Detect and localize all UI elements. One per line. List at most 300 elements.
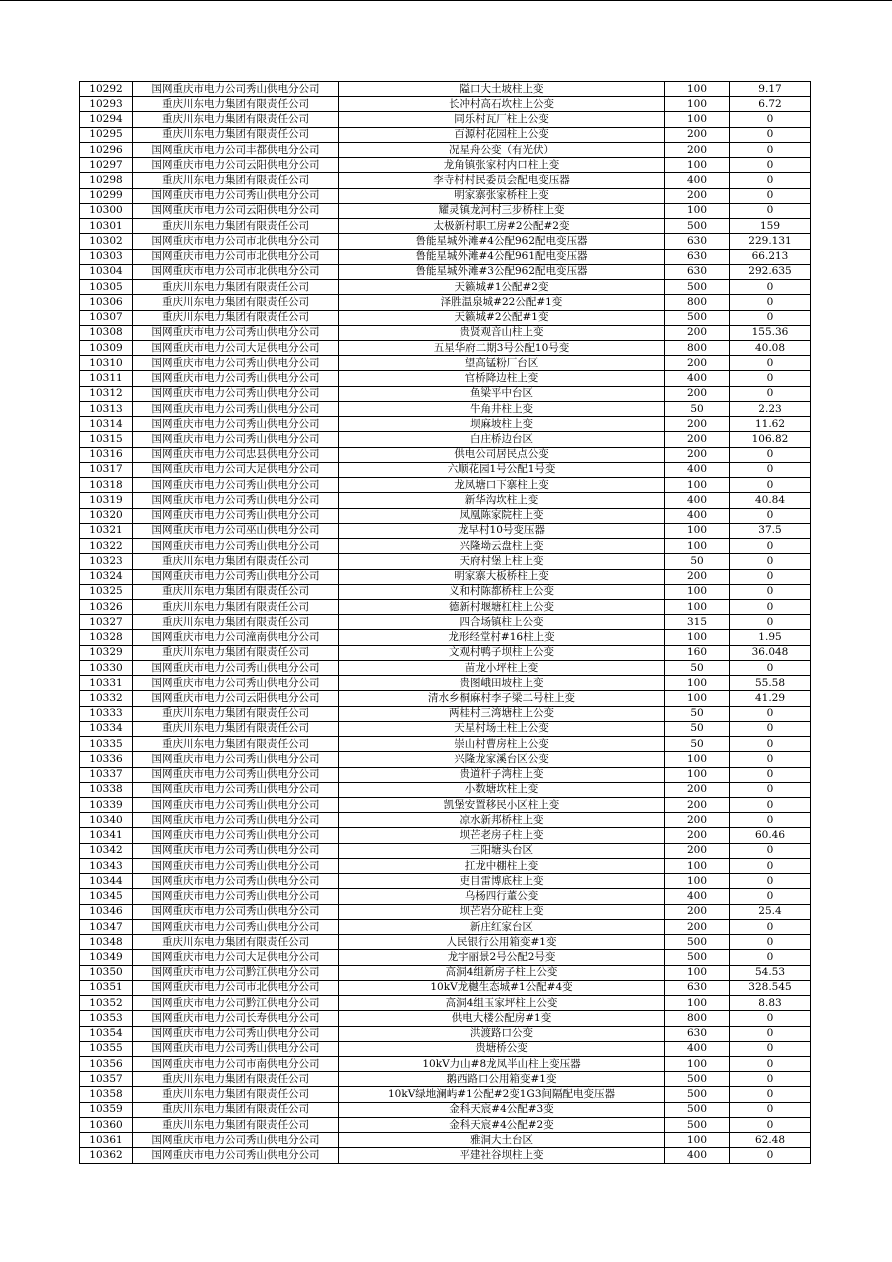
company-cell: 国网重庆市电力公司云阳供电分公司 — [133, 158, 339, 173]
value-cell: 25.4 — [730, 904, 811, 919]
row-id-cell: 10316 — [80, 447, 133, 462]
capacity-cell: 200 — [665, 325, 730, 340]
transformer-name-cell: 贵图峨田坡柱上变 — [339, 676, 665, 691]
table-row — [80, 249, 811, 264]
row-id-cell: 10300 — [80, 203, 133, 218]
value-cell: 0 — [730, 554, 811, 569]
table-row — [80, 417, 811, 432]
value-cell: 0 — [730, 569, 811, 584]
row-id-cell: 10332 — [80, 691, 133, 706]
company-cell: 重庆川东电力集团有限责任公司 — [133, 645, 339, 660]
row-id-cell: 10358 — [80, 1087, 133, 1102]
transformer-name-cell: 10kV龙樾生态城#1公配#4变 — [339, 980, 665, 995]
value-cell: 8.83 — [730, 996, 811, 1011]
capacity-cell: 630 — [665, 234, 730, 249]
table-row — [80, 280, 811, 295]
row-id-cell: 10336 — [80, 752, 133, 767]
value-cell: 0 — [730, 1026, 811, 1041]
row-id-cell: 10355 — [80, 1041, 133, 1056]
value-cell: 328.545 — [730, 980, 811, 995]
transformer-name-cell: 吏目雷博底柱上变 — [339, 874, 665, 889]
table-row — [80, 142, 811, 157]
row-id-cell: 10321 — [80, 523, 133, 538]
company-cell: 国网重庆市电力公司秀山供电分公司 — [133, 767, 339, 782]
company-cell: 国网重庆市电力公司市北供电分公司 — [133, 980, 339, 995]
value-cell: 0 — [730, 295, 811, 310]
transformer-name-cell: 泽胜温泉城#22公配#1变 — [339, 295, 665, 310]
capacity-cell: 100 — [665, 82, 730, 97]
company-cell: 国网重庆市电力公司大足供电分公司 — [133, 950, 339, 965]
row-id-cell: 10325 — [80, 584, 133, 599]
transformer-name-cell: 凯堡安置移民小区柱上变 — [339, 798, 665, 813]
company-cell: 国网重庆市电力公司秀山供电分公司 — [133, 676, 339, 691]
capacity-cell: 400 — [665, 1041, 730, 1056]
company-cell: 国网重庆市电力公司秀山供电分公司 — [133, 539, 339, 554]
transformer-name-cell: 两桂村三湾塘柱上公变 — [339, 706, 665, 721]
transformer-name-cell: 凉水新邦桥柱上变 — [339, 813, 665, 828]
row-id-cell: 10322 — [80, 539, 133, 554]
company-cell: 国网重庆市电力公司秀山供电分公司 — [133, 508, 339, 523]
company-cell: 国网重庆市电力公司秀山供电分公司 — [133, 478, 339, 493]
capacity-cell: 630 — [665, 1026, 730, 1041]
row-id-cell: 10354 — [80, 1026, 133, 1041]
company-cell: 国网重庆市电力公司秀山供电分公司 — [133, 874, 339, 889]
row-id-cell: 10362 — [80, 1148, 133, 1163]
table-row — [80, 371, 811, 386]
row-id-cell: 10292 — [80, 82, 133, 97]
table-body — [80, 82, 811, 1164]
table-row — [80, 188, 811, 203]
transformer-name-cell: 鲁能星城外滩#4公配962配电变压器 — [339, 234, 665, 249]
row-id-cell: 10346 — [80, 904, 133, 919]
table-row — [80, 599, 811, 614]
transformer-name-cell: 六顺花园1号公配1号变 — [339, 462, 665, 477]
transformer-name-cell: 平建社谷坝柱上变 — [339, 1148, 665, 1163]
transformer-name-cell: 况星舟公变（有光伏） — [339, 142, 665, 157]
value-cell: 0 — [730, 889, 811, 904]
company-cell: 重庆川东电力集团有限责任公司 — [133, 935, 339, 950]
value-cell: 55.58 — [730, 676, 811, 691]
row-id-cell: 10359 — [80, 1102, 133, 1117]
value-cell: 0 — [730, 508, 811, 523]
capacity-cell: 100 — [665, 630, 730, 645]
capacity-cell: 100 — [665, 158, 730, 173]
transformer-name-cell: 雅洞大土台区 — [339, 1133, 665, 1148]
table-row — [80, 264, 811, 279]
value-cell: 0 — [730, 706, 811, 721]
company-cell: 重庆川东电力集团有限责任公司 — [133, 737, 339, 752]
row-id-cell: 10331 — [80, 676, 133, 691]
company-cell: 重庆川东电力集团有限责任公司 — [133, 706, 339, 721]
row-id-cell: 10361 — [80, 1133, 133, 1148]
company-cell: 重庆川东电力集团有限责任公司 — [133, 615, 339, 630]
company-cell: 重庆川东电力集团有限责任公司 — [133, 127, 339, 142]
transformer-name-cell: 兴隆坳云盘柱上变 — [339, 539, 665, 554]
value-cell: 0 — [730, 782, 811, 797]
company-cell: 国网重庆市电力公司秀山供电分公司 — [133, 889, 339, 904]
company-cell: 重庆川东电力集团有限责任公司 — [133, 599, 339, 614]
table-row — [80, 219, 811, 234]
value-cell: 0 — [730, 478, 811, 493]
company-cell: 国网重庆市电力公司秀山供电分公司 — [133, 858, 339, 873]
table-row — [80, 569, 811, 584]
value-cell: 40.84 — [730, 493, 811, 508]
transformer-name-cell: 白庄桥边台区 — [339, 432, 665, 447]
transformer-name-cell: 五星华府二期3号公配10号变 — [339, 340, 665, 355]
row-id-cell: 10297 — [80, 158, 133, 173]
transformer-name-cell: 太极新村职工房#2公配#2变 — [339, 219, 665, 234]
transformer-name-cell: 天籁城#2公配#1变 — [339, 310, 665, 325]
table-row — [80, 554, 811, 569]
value-cell: 0 — [730, 584, 811, 599]
transformer-name-cell: 德新村堰塘杠柱上公变 — [339, 599, 665, 614]
table-row — [80, 508, 811, 523]
capacity-cell: 100 — [665, 767, 730, 782]
transformer-name-cell: 供电大楼公配房#1变 — [339, 1011, 665, 1026]
transformer-name-cell: 龙宇丽景2号公配2号变 — [339, 950, 665, 965]
transformer-name-cell: 文观村鸭子坝柱上公变 — [339, 645, 665, 660]
company-cell: 国网重庆市电力公司秀山供电分公司 — [133, 371, 339, 386]
table-row — [80, 691, 811, 706]
value-cell: 0 — [730, 615, 811, 630]
capacity-cell: 100 — [665, 874, 730, 889]
table-row — [80, 432, 811, 447]
capacity-cell: 200 — [665, 142, 730, 157]
row-id-cell: 10352 — [80, 996, 133, 1011]
page-top-rule — [0, 0, 892, 1]
transformer-name-cell: 鹅西路口公用箱变#1变 — [339, 1072, 665, 1087]
table-row — [80, 919, 811, 934]
transformer-name-cell: 百源村花园柱上公变 — [339, 127, 665, 142]
value-cell: 0 — [730, 158, 811, 173]
capacity-cell: 100 — [665, 97, 730, 112]
value-cell: 37.5 — [730, 523, 811, 538]
capacity-cell: 100 — [665, 599, 730, 614]
company-cell: 国网重庆市电力公司秀山供电分公司 — [133, 493, 339, 508]
capacity-cell: 50 — [665, 401, 730, 416]
table-row — [80, 127, 811, 142]
table-row — [80, 112, 811, 127]
table-row — [80, 752, 811, 767]
row-id-cell: 10306 — [80, 295, 133, 310]
row-id-cell: 10302 — [80, 234, 133, 249]
table-row — [80, 462, 811, 477]
row-id-cell: 10307 — [80, 310, 133, 325]
company-cell: 国网重庆市电力公司秀山供电分公司 — [133, 660, 339, 675]
value-cell: 292.635 — [730, 264, 811, 279]
transformer-name-cell: 天府村堡上柱上变 — [339, 554, 665, 569]
table-row — [80, 935, 811, 950]
company-cell: 国网重庆市电力公司云阳供电分公司 — [133, 203, 339, 218]
row-id-cell: 10351 — [80, 980, 133, 995]
capacity-cell: 50 — [665, 737, 730, 752]
capacity-cell: 400 — [665, 1148, 730, 1163]
value-cell: 155.36 — [730, 325, 811, 340]
transformer-name-cell: 10kV绿地澜屿#1公配#2变1G3间隔配电变压器 — [339, 1087, 665, 1102]
transformer-name-cell: 望高锰粉厂台区 — [339, 356, 665, 371]
capacity-cell: 100 — [665, 691, 730, 706]
company-cell: 国网重庆市电力公司秀山供电分公司 — [133, 417, 339, 432]
row-id-cell: 10342 — [80, 843, 133, 858]
transformer-name-cell: 龙角镇张家村内口柱上变 — [339, 158, 665, 173]
company-cell: 国网重庆市电力公司潼南供电分公司 — [133, 630, 339, 645]
value-cell: 0 — [730, 919, 811, 934]
value-cell: 54.53 — [730, 965, 811, 980]
company-cell: 国网重庆市电力公司秀山供电分公司 — [133, 1026, 339, 1041]
company-cell: 重庆川东电力集团有限责任公司 — [133, 219, 339, 234]
table-row — [80, 904, 811, 919]
transformer-name-cell: 贵贤观音山柱上变 — [339, 325, 665, 340]
value-cell: 0 — [730, 447, 811, 462]
row-id-cell: 10301 — [80, 219, 133, 234]
capacity-cell: 200 — [665, 417, 730, 432]
transformer-name-cell: 三阳塘头台区 — [339, 843, 665, 858]
company-cell: 国网重庆市电力公司秀山供电分公司 — [133, 82, 339, 97]
value-cell: 0 — [730, 1041, 811, 1056]
transformer-table — [79, 81, 811, 1164]
company-cell: 国网重庆市电力公司秀山供电分公司 — [133, 1133, 339, 1148]
capacity-cell: 100 — [665, 996, 730, 1011]
row-id-cell: 10345 — [80, 889, 133, 904]
value-cell: 60.46 — [730, 828, 811, 843]
row-id-cell: 10347 — [80, 919, 133, 934]
capacity-cell: 400 — [665, 493, 730, 508]
capacity-cell: 100 — [665, 858, 730, 873]
table-row — [80, 660, 811, 675]
table-row — [80, 325, 811, 340]
capacity-cell: 500 — [665, 1117, 730, 1132]
row-id-cell: 10294 — [80, 112, 133, 127]
company-cell: 国网重庆市电力公司秀山供电分公司 — [133, 1041, 339, 1056]
capacity-cell: 500 — [665, 280, 730, 295]
value-cell: 0 — [730, 142, 811, 157]
row-id-cell: 10318 — [80, 478, 133, 493]
capacity-cell: 200 — [665, 447, 730, 462]
company-cell: 重庆川东电力集团有限责任公司 — [133, 554, 339, 569]
company-cell: 重庆川东电力集团有限责任公司 — [133, 97, 339, 112]
value-cell: 0 — [730, 280, 811, 295]
company-cell: 国网重庆市电力公司黔江供电分公司 — [133, 965, 339, 980]
table-row — [80, 295, 811, 310]
capacity-cell: 630 — [665, 264, 730, 279]
row-id-cell: 10305 — [80, 280, 133, 295]
transformer-name-cell: 义和村陈都桥柱上公变 — [339, 584, 665, 599]
row-id-cell: 10340 — [80, 813, 133, 828]
table-row — [80, 813, 811, 828]
row-id-cell: 10293 — [80, 97, 133, 112]
capacity-cell: 200 — [665, 188, 730, 203]
transformer-name-cell: 牛角井柱上变 — [339, 401, 665, 416]
transformer-name-cell: 鲁能星城外滩#3公配962配电变压器 — [339, 264, 665, 279]
table-row — [80, 523, 811, 538]
capacity-cell: 400 — [665, 889, 730, 904]
company-cell: 国网重庆市电力公司秀山供电分公司 — [133, 919, 339, 934]
company-cell: 国网重庆市电力公司丰都供电分公司 — [133, 142, 339, 157]
value-cell: 0 — [730, 599, 811, 614]
company-cell: 国网重庆市电力公司巫山供电分公司 — [133, 523, 339, 538]
transformer-name-cell: 人民银行公用箱变#1变 — [339, 935, 665, 950]
value-cell: 0 — [730, 843, 811, 858]
company-cell: 国网重庆市电力公司秀山供电分公司 — [133, 325, 339, 340]
row-id-cell: 10341 — [80, 828, 133, 843]
capacity-cell: 200 — [665, 843, 730, 858]
row-id-cell: 10349 — [80, 950, 133, 965]
transformer-name-cell: 10kV力山#8龙凤半山柱上变压器 — [339, 1057, 665, 1072]
row-id-cell: 10324 — [80, 569, 133, 584]
row-id-cell: 10329 — [80, 645, 133, 660]
company-cell: 国网重庆市电力公司市南供电分公司 — [133, 1057, 339, 1072]
table-row — [80, 615, 811, 630]
value-cell: 0 — [730, 462, 811, 477]
value-cell: 0 — [730, 935, 811, 950]
value-cell: 0 — [730, 1117, 811, 1132]
capacity-cell: 100 — [665, 1133, 730, 1148]
transformer-name-cell: 清水乡桐麻村李子梁二号柱上变 — [339, 691, 665, 706]
row-id-cell: 10327 — [80, 615, 133, 630]
company-cell: 国网重庆市电力公司云阳供电分公司 — [133, 691, 339, 706]
capacity-cell: 500 — [665, 1087, 730, 1102]
table-row — [80, 828, 811, 843]
row-id-cell: 10304 — [80, 264, 133, 279]
value-cell: 0 — [730, 356, 811, 371]
value-cell: 0 — [730, 1102, 811, 1117]
transformer-name-cell: 扛龙中棚柱上变 — [339, 858, 665, 873]
table-row — [80, 858, 811, 873]
capacity-cell: 200 — [665, 813, 730, 828]
value-cell: 0 — [730, 127, 811, 142]
table-row — [80, 1148, 811, 1163]
value-cell: 0 — [730, 1148, 811, 1163]
row-id-cell: 10343 — [80, 858, 133, 873]
table-row — [80, 539, 811, 554]
capacity-cell: 500 — [665, 1102, 730, 1117]
value-cell: 0 — [730, 112, 811, 127]
capacity-cell: 500 — [665, 935, 730, 950]
table-row — [80, 706, 811, 721]
company-cell: 国网重庆市电力公司秀山供电分公司 — [133, 356, 339, 371]
table-row — [80, 630, 811, 645]
table-row — [80, 340, 811, 355]
table-row — [80, 980, 811, 995]
row-id-cell: 10295 — [80, 127, 133, 142]
company-cell: 国网重庆市电力公司市北供电分公司 — [133, 249, 339, 264]
capacity-cell: 100 — [665, 584, 730, 599]
row-id-cell: 10311 — [80, 371, 133, 386]
capacity-cell: 500 — [665, 950, 730, 965]
capacity-cell: 50 — [665, 706, 730, 721]
table-row — [80, 1102, 811, 1117]
capacity-cell: 200 — [665, 127, 730, 142]
row-id-cell: 10309 — [80, 340, 133, 355]
company-cell: 重庆川东电力集团有限责任公司 — [133, 173, 339, 188]
table-row — [80, 843, 811, 858]
value-cell: 62.48 — [730, 1133, 811, 1148]
table-row — [80, 234, 811, 249]
table-row — [80, 493, 811, 508]
row-id-cell: 10303 — [80, 249, 133, 264]
company-cell: 国网重庆市电力公司秀山供电分公司 — [133, 188, 339, 203]
transformer-name-cell: 隘口大土坡柱上变 — [339, 82, 665, 97]
value-cell: 66.213 — [730, 249, 811, 264]
company-cell: 重庆川东电力集团有限责任公司 — [133, 112, 339, 127]
capacity-cell: 100 — [665, 539, 730, 554]
transformer-name-cell: 龙凤塘口下寨柱上变 — [339, 478, 665, 493]
transformer-name-cell: 龙早村10号变压器 — [339, 523, 665, 538]
transformer-name-cell: 鲁能星城外滩#4公配961配电变压器 — [339, 249, 665, 264]
company-cell: 国网重庆市电力公司市北供电分公司 — [133, 234, 339, 249]
row-id-cell: 10337 — [80, 767, 133, 782]
value-cell: 40.08 — [730, 340, 811, 355]
value-cell: 0 — [730, 539, 811, 554]
value-cell: 0 — [730, 874, 811, 889]
company-cell: 重庆川东电力集团有限责任公司 — [133, 280, 339, 295]
capacity-cell: 400 — [665, 173, 730, 188]
capacity-cell: 50 — [665, 660, 730, 675]
company-cell: 重庆川东电力集团有限责任公司 — [133, 1087, 339, 1102]
value-cell: 0 — [730, 950, 811, 965]
company-cell: 国网重庆市电力公司秀山供电分公司 — [133, 432, 339, 447]
table-row — [80, 782, 811, 797]
value-cell: 1.95 — [730, 630, 811, 645]
row-id-cell: 10333 — [80, 706, 133, 721]
table-row — [80, 950, 811, 965]
value-cell: 11.62 — [730, 417, 811, 432]
row-id-cell: 10330 — [80, 660, 133, 675]
transformer-name-cell: 明家寨大板桥柱上变 — [339, 569, 665, 584]
row-id-cell: 10356 — [80, 1057, 133, 1072]
company-cell: 国网重庆市电力公司秀山供电分公司 — [133, 1148, 339, 1163]
transformer-name-cell: 小数塘坎柱上变 — [339, 782, 665, 797]
company-cell: 重庆川东电力集团有限责任公司 — [133, 1102, 339, 1117]
table-row — [80, 1072, 811, 1087]
company-cell: 重庆川东电力集团有限责任公司 — [133, 1117, 339, 1132]
capacity-cell: 200 — [665, 386, 730, 401]
value-cell: 36.048 — [730, 645, 811, 660]
row-id-cell: 10320 — [80, 508, 133, 523]
table-row — [80, 584, 811, 599]
capacity-cell: 160 — [665, 645, 730, 660]
capacity-cell: 100 — [665, 112, 730, 127]
row-id-cell: 10323 — [80, 554, 133, 569]
transformer-name-cell: 长冲村高石坎柱上公变 — [339, 97, 665, 112]
table-row — [80, 1011, 811, 1026]
company-cell: 国网重庆市电力公司长寿供电分公司 — [133, 1011, 339, 1026]
row-id-cell: 10313 — [80, 401, 133, 416]
value-cell: 159 — [730, 219, 811, 234]
value-cell: 0 — [730, 203, 811, 218]
row-id-cell: 10319 — [80, 493, 133, 508]
table-row — [80, 401, 811, 416]
table-row — [80, 1133, 811, 1148]
row-id-cell: 10348 — [80, 935, 133, 950]
table-row — [80, 356, 811, 371]
transformer-name-cell: 四合场镇柱上公变 — [339, 615, 665, 630]
value-cell: 229.131 — [730, 234, 811, 249]
value-cell: 0 — [730, 752, 811, 767]
transformer-name-cell: 金科天宸#4公配#3变 — [339, 1102, 665, 1117]
capacity-cell: 200 — [665, 904, 730, 919]
table-row — [80, 889, 811, 904]
company-cell: 国网重庆市电力公司秀山供电分公司 — [133, 813, 339, 828]
value-cell: 0 — [730, 737, 811, 752]
value-cell: 6.72 — [730, 97, 811, 112]
table-row — [80, 1057, 811, 1072]
capacity-cell: 100 — [665, 965, 730, 980]
company-cell: 国网重庆市电力公司秀山供电分公司 — [133, 752, 339, 767]
transformer-name-cell: 李寺村村民委员会配电变压器 — [339, 173, 665, 188]
table-row — [80, 82, 811, 97]
company-cell: 国网重庆市电力公司黔江供电分公司 — [133, 996, 339, 1011]
